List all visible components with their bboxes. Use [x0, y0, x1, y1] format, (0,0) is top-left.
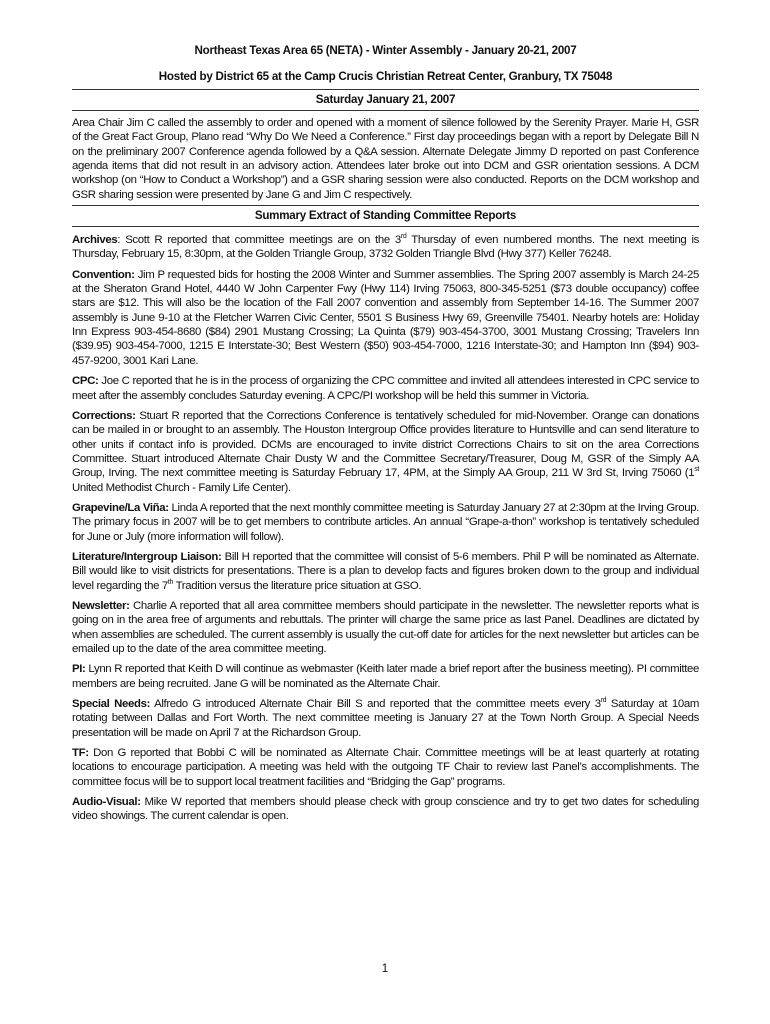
report-label: CPC:	[72, 375, 99, 388]
intro-paragraph: Area Chair Jim C called the assembly to order and opened with a moment of silence followed by the Serenity Prayer. Marie H, GSR of the Great Fact Group, Plano read “Why Do We Need a Conference.” First day proceedings began with a report by Delegate Bill N on the preliminary 2007 Conference agenda followed by a Q&A session. Alternate Delegate Jimmy D reported on past Conference agenda items that did not result in an advisory action. Attendees later broke out into DCM and GSR orientation sessions. A DCM workshop (on “How to Conduct a Workshop”) and a GSR sharing session were also conducted. Reports on the DCM workshop and GSR sharing session were presented by Jane G and Jim C respectively.	[72, 117, 699, 201]
date-heading: Saturday January 21, 2007	[72, 89, 699, 111]
report-text: Tradition versus the literature price situation at GSO.	[173, 579, 422, 592]
report-label: PI:	[72, 663, 86, 676]
report-label: Archives	[72, 234, 118, 247]
report-label: Convention:	[72, 268, 135, 281]
report-text: Don G reported that Bobbi C will be nominated as Alternate Chair. Committee meetings will be at least quarterly at rotating locations to encourage participation. A meeting was held with the outgoing TF Chair to review last Panel’s accomplishments. The committee focus will be to support local treatment facilities and “Bridging the Gap” programs.	[72, 747, 699, 788]
document-subtitle: Hosted by District 65 at the Camp Crucis Christian Retreat Center, Granbury, TX 75048	[158, 70, 613, 83]
ordinal-suffix: rd	[600, 697, 607, 705]
report-literature	[72, 550, 699, 593]
report-separator: :	[117, 234, 126, 247]
summary-heading: Summary Extract of Standing Committee Reports	[72, 205, 699, 227]
document-title: Northeast Texas Area 65 (NETA) - Winter Assembly - January 20-21, 2007	[194, 44, 577, 57]
report-audio-visual	[72, 795, 699, 824]
report-label: Grapevine/La Viña:	[72, 501, 169, 514]
report-archives	[72, 233, 699, 262]
report-text: Stuart R reported that the Corrections Conference is tentatively scheduled for mid-November. Orange can donations can be mailed in or brought to an assembly. The Houston Intergroup Office provides literature to Huntsville and can send literature to other units if contact info is provided. DCMs are encouraged to invite district Corrections Chairs to sit on the area Corrections Committee. Stuart introduced Alternate Chair Dusty W and the Committee Secretary/Treasurer, Doug M, GSR of the Simply AA Group, Irving. The next committee meeting is Saturday February 17, 4PM, at the Simply AA Group, 211 W 3rd St, Irving 75060 (1	[72, 409, 699, 480]
report-tf	[72, 746, 699, 789]
report-label: Newsletter:	[72, 599, 130, 612]
report-text: Linda A reported that the next monthly committee meeting is Saturday January 27 at 2:30pm at the Irving Group. The primary focus in 2007 will be to get members to contribute articles. An annual “Grape-a-thon” workshop is tentatively scheduled for June or July (more information will follow).	[72, 501, 699, 543]
document-page	[72, 44, 699, 830]
report-cpc	[72, 374, 699, 403]
report-text: Bill H reported that the committee will consist of 5-6 members. Phil P will be nominated as Alternate. Bill would like to visit districts for presentations. There is a plan to develop facts and figures broken down to the group and individual level regarding the 7	[72, 550, 700, 592]
page-number: 1	[381, 963, 389, 975]
report-text: Jim P requested bids for hosting the 2008 Winter and Summer assemblies. The Spring 2007 assembly is March 24-25 at the Sheraton Grand Hotel, 4440 W John Carpenter Fwy (Hwy 114) Irving 75063, 800-345-5251 ($73 double occupancy) coffee stars are $12. This will also be the location of the Fall 2007 convention and assembly from September 14-16. The Summer 2007 assembly is June 9-10 at the Fletcher Warren Civic Center, 5501 S Business Hwy 69, Greenville 75401. Nearby hotels are: Holiday Inn Express 903-454-8680 ($84) 2901 Mustang Crossing; La Quinta ($79) 903-454-3700, 3001 Mustang Crossing; Travelers Inn ($39.95) 903-454-7000, 1215 E Interstate-30; Best Western ($50) 903-454-7000, 1216 Interstate-30; and Hampton Inn ($94) 903-457-9200, 3001 Kari Lane.	[72, 268, 699, 367]
report-label: Special Needs:	[72, 698, 151, 711]
report-text: Scott R reported that committee meetings are on the 3	[125, 234, 401, 247]
ordinal-suffix: st	[694, 466, 699, 474]
report-newsletter	[72, 599, 699, 656]
report-text: Lynn R reported that Keith D will continue as webmaster (Keith later made a brief report after the business meeting). PI committee members are being recruited. Jane G will be nominated as the Alternate Chair.	[72, 663, 699, 690]
report-text: Alfredo G introduced Alternate Chair Bill S and reported that the committee meets every 3	[150, 698, 601, 711]
report-text: United Methodist Church - Family Life Center).	[72, 481, 291, 494]
report-text: Thursday of even numbered months. The next meeting is Thursday, February 15, 8:30pm, at the Golden Triangle Group, 3732 Golden Triangle Blvd (Hwy 377) Keller 76248.	[72, 234, 699, 261]
report-grapevine	[72, 501, 699, 544]
report-label: Corrections:	[72, 409, 136, 422]
report-convention	[72, 268, 699, 368]
ordinal-suffix: th	[167, 578, 174, 586]
report-label: Audio-Visual:	[72, 796, 141, 809]
report-text: Joe C reported that he is in the process of organizing the CPC committee and invited all attendees interested in CPC service to meet after the assembly concludes Saturday evening. A CPC/PI workshop will be held this summer in Victoria.	[72, 375, 699, 402]
report-pi	[72, 662, 699, 691]
report-text: Mike W reported that members should please check with group conscience and try to get two dates for scheduling video showings. The current calendar is open.	[72, 796, 699, 823]
report-corrections	[72, 409, 699, 495]
ordinal-suffix: rd	[400, 233, 407, 241]
report-label: TF:	[72, 747, 89, 760]
report-text: Saturday at 10am rotating between Dallas and Fort Worth. The next committee meeting is January 27 at the Town North Group. A Special Needs presentation will be made on April 7 at the Richardson Group.	[72, 698, 700, 739]
report-special-needs	[72, 697, 699, 740]
report-label: Literature/Intergroup Liaison:	[72, 550, 222, 563]
report-text: Charlie A reported that all area committee members should participate in the newsletter. The newsletter reports what is going on in the area free of arguments and rebuttals. The printer will charge the same price as last Panel. Deadlines are dictated by when assemblies are scheduled. The current assembly is usually the cut-off date for articles for the next newsletter but articles can be emailed up to the date of the area committee meeting.	[72, 599, 699, 655]
